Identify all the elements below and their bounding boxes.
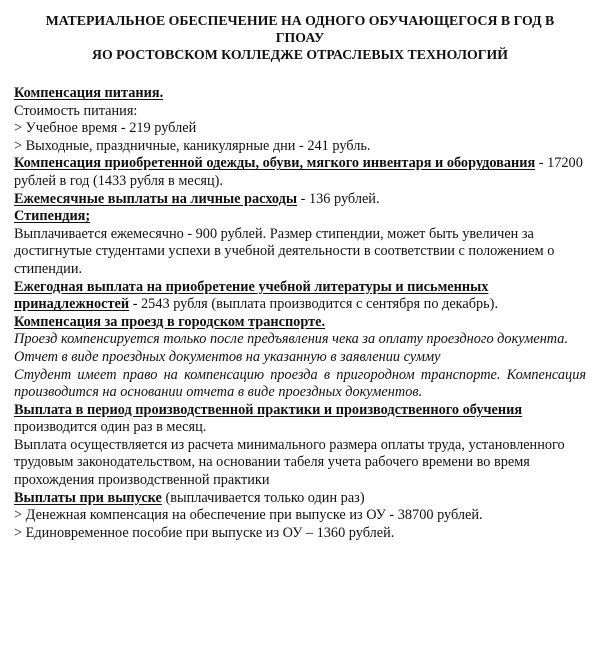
graduation-heading: Выплаты при выпуске	[14, 489, 162, 506]
stipend-text: Выплачивается ежемесячно - 900 рублей. Размер стипендии, может быть увеличен за достигнутые студентами успехи в учебной деятельности в соответствии с положением о стипендии.	[14, 225, 555, 277]
practice-section	[14, 402, 586, 437]
food-study-time: > Учебное время - 219 рублей	[14, 120, 197, 137]
monthly-text: - 136 рублей.	[297, 190, 380, 207]
literature-text: - 2543 рубля (выплата производится с сентября по декабрь).	[129, 296, 499, 313]
practice-details: Выплата осуществляется из расчета минимального размера оплаты труда, установленного трудовым законодательством, на основании табеля учета рабочего времени во время прохождения производственной практики	[14, 436, 565, 489]
graduation-item-2: > Единовременное пособие при выпуске из ОУ – 1360 рублей.	[14, 524, 395, 541]
transport-line-1: Проезд компенсируется только после предъявления чека за оплату проездного документа.	[14, 331, 569, 348]
graduation-item-1: > Денежная компенсация на обеспечение при выпуске из ОУ - 38700 рублей.	[14, 507, 483, 524]
literature-heading: Ежегодная выплата на приобретение учебной литературы и письменных принадлежностей	[14, 278, 489, 313]
clothing-section	[14, 155, 586, 190]
food-cost-label: Стоимость питания:	[14, 102, 138, 119]
literature-section	[14, 279, 586, 314]
practice-text: производится один раз в месяц.	[14, 419, 207, 436]
food-holidays: > Выходные, праздничные, каникулярные дни - 241 рубль.	[14, 137, 371, 154]
graduation-text: (выплачивается только один раз)	[161, 489, 365, 506]
title-line-1: МАТЕРИАЛЬНОЕ ОБЕСПЕЧЕНИЕ НА ОДНОГО ОБУЧАЮЩЕГОСЯ В ГОД В	[45, 13, 555, 28]
clothing-heading: Компенсация приобретенной одежды, обуви, мягкого инвентаря и оборудования	[14, 155, 536, 172]
monthly-section	[14, 191, 586, 209]
document-title	[14, 12, 586, 63]
transport-line-3: Студент имеет право на компенсацию проезда в пригородном транспорте. Компенсация производится на основании отчета в виде проездных документов.	[14, 366, 586, 401]
food-heading: Компенсация питания.	[14, 85, 164, 101]
title-line-3: ЯО РОСТОВСКОМ КОЛЛЕДЖЕ ОТРАСЛЕВЫХ ТЕХНОЛОГИЙ	[92, 47, 508, 62]
practice-heading: Выплата в период производственной практики и производственного обучения	[14, 401, 523, 418]
transport-heading: Компенсация за проезд в городском транспорте.	[14, 313, 326, 330]
clothing-text: - 17200 рублей в год (1433 рубля в месяц).	[14, 155, 583, 189]
title-line-2: ГПОАУ	[275, 30, 325, 45]
transport-line-2: Отчет в виде проездных документов на указанную в заявлении сумму	[14, 348, 441, 365]
graduation-section	[14, 490, 586, 508]
monthly-heading: Ежемесячные выплаты на личные расходы	[14, 190, 298, 207]
stipend-heading: Стипендия;	[14, 208, 91, 225]
